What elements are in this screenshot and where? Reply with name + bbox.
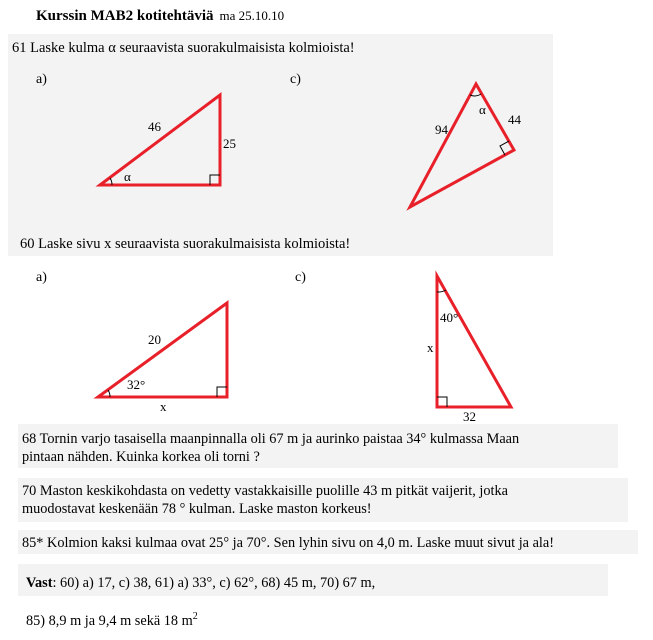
- task68-text: [22, 430, 519, 466]
- task70-line2: muodostavat keskenään 78 ° kulman. Laske maston korkeus!: [22, 501, 372, 517]
- label-60a-hyp: 20: [148, 332, 161, 347]
- answers-text-1: : 60) a) 17, c) 38, 61) a) 33°, c) 62°, 68) 45 m, 70) 67 m,: [52, 575, 376, 591]
- task61-label-a: a): [36, 72, 47, 87]
- task61-label-c: c): [290, 72, 301, 87]
- label-60a-base: x: [160, 399, 167, 414]
- answers-block: [26, 574, 375, 592]
- label-60c-side: x: [427, 340, 434, 355]
- label-60c-angle: 40°: [440, 310, 459, 325]
- label-61c-hyp: 94: [435, 122, 448, 137]
- title-text: Kurssin MAB2 kotitehtäviä: [36, 8, 214, 24]
- task68-line1: 68 Tornin varjo tasaisella maanpinnalla oli 67 m ja aurinko paistaa 34° kulmassa Maan: [22, 431, 520, 447]
- task85-line1: 85* Kolmion kaksi kulmaa ovat 25° ja 70°. Sen lyhin sivu on 4,0 m. Laske muut sivut ja ala!: [22, 535, 555, 551]
- label-61a-angle: α: [124, 169, 131, 184]
- answers-block-2: [26, 608, 198, 630]
- label-60a-angle: 32°: [127, 377, 146, 392]
- answers-label: Vast: [26, 575, 53, 591]
- task60-label-a: a): [36, 270, 47, 285]
- label-61a-hyp: 46: [148, 119, 161, 134]
- label-61c-side: 44: [508, 112, 521, 127]
- triangle-61c: [410, 84, 514, 207]
- triangle-60a: [98, 303, 227, 397]
- task61-text: 61 Laske kulma α seuraavista suorakulmaisista kolmioista!: [12, 40, 355, 56]
- answers-superscript: 2: [192, 611, 198, 622]
- task68-line2: pintaan nähden. Kuinka korkea oli torni ?: [22, 449, 260, 465]
- label-61c-angle: α: [479, 102, 486, 117]
- task70-line1: 70 Maston keskikohdasta on vedetty vastakkaisille puolille 43 m pitkät vaijerit, jotka: [22, 483, 509, 499]
- task60-text: 60 Laske sivu x seuraavista suorakulmaisista kolmioista!: [20, 236, 351, 252]
- answers-text-2: 85) 8,9 m ja 9,4 m sekä 18 m: [26, 612, 193, 629]
- triangle-61a: [100, 95, 220, 185]
- task70-text: [22, 482, 508, 518]
- task85-text: [22, 534, 554, 552]
- label-60c-base: 32: [463, 409, 476, 424]
- task60-label-c: c): [295, 270, 306, 285]
- triangle-60c: [437, 276, 511, 407]
- title-date: ma 25.10.10: [219, 8, 285, 23]
- answers-line1: [26, 574, 375, 592]
- label-61a-side: 25: [223, 136, 236, 151]
